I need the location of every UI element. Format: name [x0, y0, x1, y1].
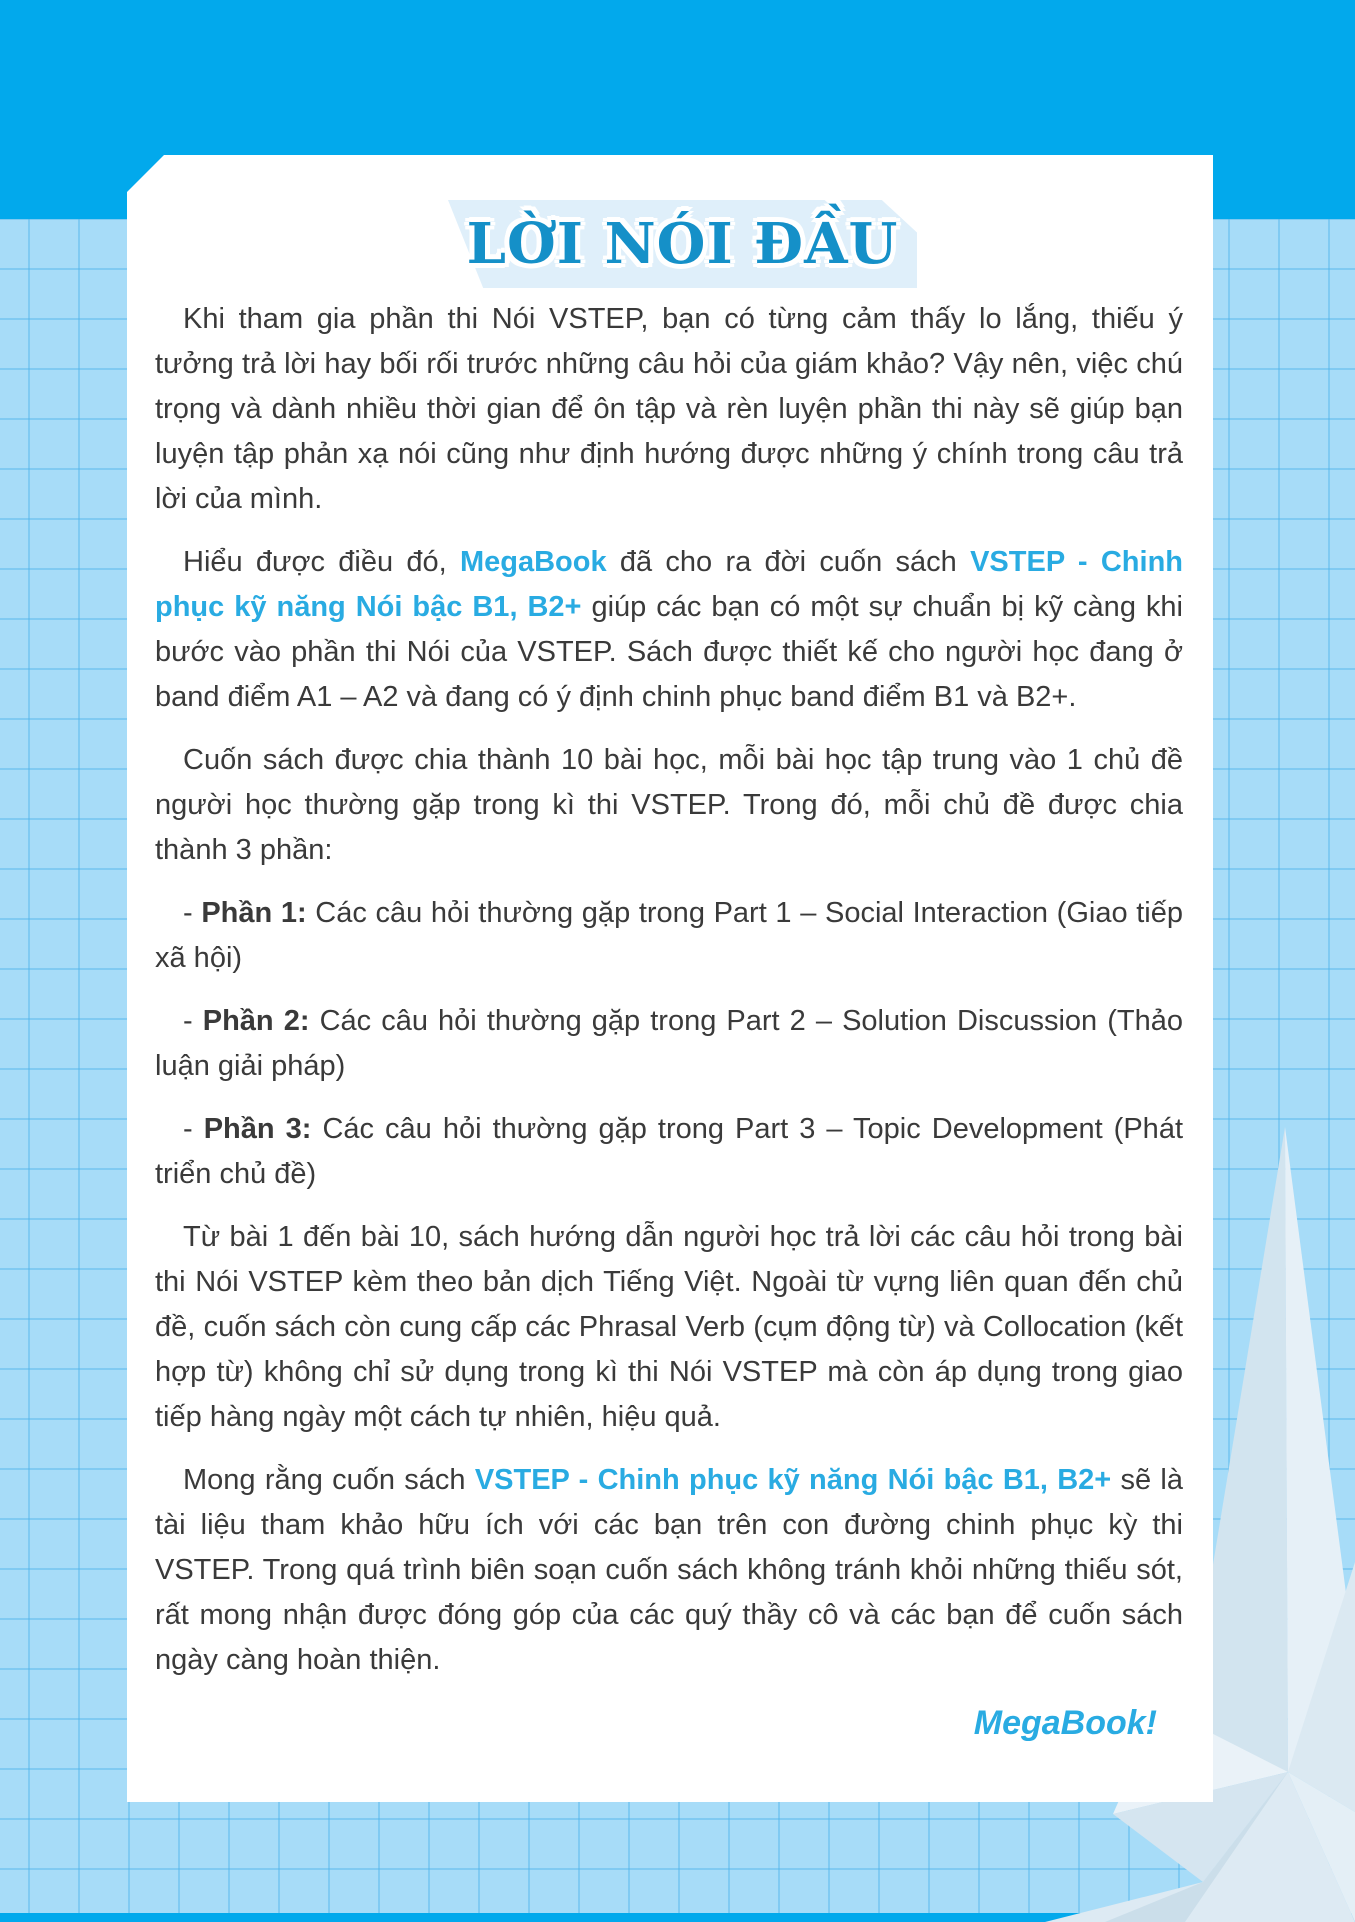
paragraph [155, 1458, 1183, 1683]
body-text: giúp các bạn có một sự chuẩn bị kỹ càng khi bước vào phần thi Nói của VSTEP. Sách được thiết kế cho người học đang ở band điểm A1 – A2 và đang có ý định chinh phục band điểm B1 và B2+. [155, 591, 1183, 713]
highlighted-text: Phần 3: [203, 1113, 312, 1145]
highlighted-text: VSTEP - Chinh phục kỹ năng Nói bậc B1, B2+ [474, 1464, 1112, 1496]
paragraph [155, 999, 1183, 1089]
body-text: - [183, 1113, 204, 1145]
body-text: Khi tham gia phần thi Nói VSTEP, bạn có từng cảm thấy lo lắng, thiếu ý tưởng trả lời hay bối rối trước những câu hỏi của giám khảo? Vậy nên, việc chú trọng và dành nhiều thời gian để ôn tập và rèn luyện phần thi này sẽ giúp bạn luyện tập phản xạ nói cũng như định hướng được những ý chính trong câu trả lời của mình. [155, 303, 1183, 515]
paragraph [155, 1107, 1183, 1197]
body-text: Các câu hỏi thường gặp trong Part 1 – Social Interaction (Giao tiếp xã hội) [155, 897, 1184, 974]
paragraph [155, 738, 1183, 873]
paragraph [155, 297, 1183, 522]
highlighted-text: Phần 1: [201, 897, 307, 929]
body-text: đã cho ra đời cuốn sách [606, 546, 971, 578]
body-text: Cuốn sách được chia thành 10 bài học, mỗi bài học tập trung vào 1 chủ đề người học thường gặp trong kì thi VSTEP. Trong đó, mỗi chủ đề được chia thành 3 phần: [155, 744, 1183, 866]
paragraph [155, 891, 1183, 981]
body-text: sẽ là tài liệu tham khảo hữu ích với các bạn trên con đường chinh phục kỳ thi VSTEP. Trong quá trình biên soạn cuốn sách không tránh khỏi những thiếu sót, rất mong nhận được đóng góp của các quý thầy cô và các bạn để cuốn sách ngày càng hoàn thiện. [155, 1464, 1183, 1676]
body-text: Hiểu được điều đó, [183, 546, 460, 578]
body-text: Mong rằng cuốn sách [183, 1464, 475, 1496]
preface-body [155, 297, 1183, 1746]
signature: MegaBook! [973, 1704, 1157, 1742]
page-title: LỜI NÓI ĐẦU [466, 211, 899, 277]
highlighted-text: Phần 2: [202, 1005, 310, 1037]
paragraph [155, 540, 1183, 720]
body-text: - [183, 897, 202, 929]
highlighted-text: MegaBook [459, 546, 607, 578]
body-text: Các câu hỏi thường gặp trong Part 2 – Solution Discussion (Thảo luận giải pháp) [155, 1005, 1183, 1082]
highlighted-text: VSTEP - Chinh phục kỹ năng Nói bậc B1, B2+ [155, 546, 1183, 623]
body-text: - [183, 1005, 203, 1037]
body-text: Các câu hỏi thường gặp trong Part 3 – Topic Development (Phát triển chủ đề) [155, 1113, 1184, 1190]
body-text: Từ bài 1 đến bài 10, sách hướng dẫn người học trả lời các câu hỏi trong bài thi Nói VSTEP kèm theo bản dịch Tiếng Việt. Ngoài từ vựng liên quan đến chủ đề, cuốn sách còn cung cấp các Phrasal Verb (cụm động từ) và Collocation (kết hợp từ) không chỉ sử dụng trong kì thi Nói VSTEP mà còn áp dụng trong giao tiếp hàng ngày một cách tự nhiên, hiệu quả. [155, 1221, 1183, 1433]
paragraph [155, 1215, 1183, 1440]
